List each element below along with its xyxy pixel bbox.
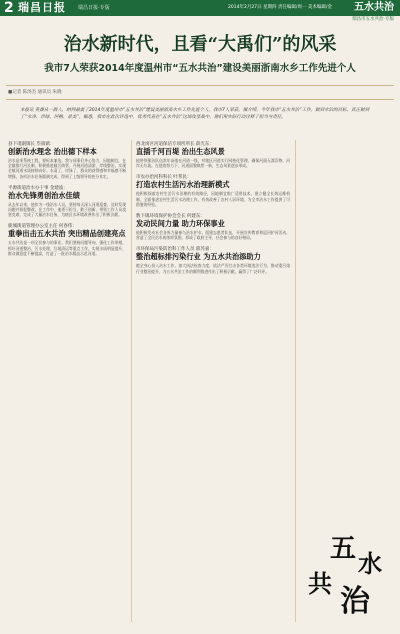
section-label: 瑞昌日报·专版 <box>78 5 110 11</box>
article-body: 治水是项系统工程，要标本兼治。我与同事们齐心协力，因地制宜，在全镇推行河长制，积极推进截污纳管，开展河道清淤、岸线整治，实现全镇河道水质持续向好。水清了，岸绿了，群众的获得感和幸福感不断增强，各项治水任务圆满完成，得到了上级领导的充分肯定。 <box>8 158 126 179</box>
article-title: 直插千河百堤 治出生态风景 <box>136 147 225 156</box>
divider <box>6 99 394 100</box>
column-2 <box>136 140 290 624</box>
article-title: 发动民间力量 助力环保事业 <box>136 219 225 229</box>
article-tag: 平源街道治水办干事 金建波： <box>8 185 68 191</box>
article <box>8 223 126 256</box>
article-title: 整治超标排污染行业 为五水共治添助力 <box>136 252 261 262</box>
column-divider <box>131 140 132 622</box>
seal-char: 治 <box>340 584 370 619</box>
article-title: 打造农村生活污水治理新模式 <box>136 180 230 190</box>
theme-subtitle: 瑞昌市五水共治·专版 <box>352 17 394 22</box>
article-title: 创新治水理念 治出德下样本 <box>8 147 97 156</box>
article-body: 他积极探索农村生活污水治理的有效路径，因地制宜推广适用技术，建立健全长效运维机制，全面推进农村生活污水治理工作，有效改善了农村人居环境，为全市治水工作提供了可借鉴的经验。 <box>136 191 290 207</box>
article-tag: 鹿城街道管理办公室主任 何春伟： <box>8 224 77 230</box>
main-headline: 治水新时代，且看“大禹们”的风采 <box>63 34 337 55</box>
intro-paragraph: 本报讯 英雄从一群人，纳得最震了2014年度温州市“五水共治”建设美丽浙南水乡工作先进个人，我市7人荣获。据介绍，今年我市“五水共治”工作，做到水治的目标，真正做到了“水净、岸绿、河畅、景美”。据悉，我市在此次评选中，优秀代表在“五水共治”这场攻坚战中，他们用实际行动诠释了担当与责任。 <box>20 108 370 120</box>
article <box>8 185 126 218</box>
article-tag: 数下镇环境保护协会会长 何建东： <box>136 214 205 220</box>
article <box>136 174 290 207</box>
article <box>136 213 290 240</box>
article <box>8 141 126 179</box>
page-header <box>0 0 400 16</box>
article-tag: 市农办治河科科长 叶邦民： <box>136 175 192 181</box>
article-tag: 县下诸副镇长 毕镇镇： <box>8 142 55 147</box>
article-body: 她全身心投入治水工作，加大执法检查力度，依法严厉打击各类环境违法行为，推动重污染行业整治提升，为五水共治工作的顺利推进作出了积极贡献，赢得了广泛好评。 <box>136 263 290 274</box>
article-body: 他积极发动社会各界力量参与治水护水，组建志愿者队伍，开展宣传教育和巡河护河活动，营造了全民治水的浓厚氛围，形成了政府主导、社会参与的良好格局。 <box>136 230 290 241</box>
issue-meta: 2014年2月27日 星期四 责任编辑/周一 美术编辑/金 <box>228 5 332 10</box>
seal-char: 五 <box>330 534 357 564</box>
page-number: 2 <box>4 0 14 16</box>
article-title: 治水先锋勇创治水佳绩 <box>8 190 80 200</box>
byline: ■记者 陈汤杰 通讯员 朱晓 <box>8 90 62 95</box>
paper-name: 瑞昌日报 <box>18 1 66 14</box>
article-body: 他带领保洁队伍常年奋战在河道一线，对辖区河道实行网格化管理，确保河面无漂浮物、河岸无垃圾。在他的努力下，河道面貌焕然一新，生态风景逐步形成。 <box>136 158 290 169</box>
sub-headline: 我市7人荣获2014年度温州市“五水共治”建设美丽浙南水乡工作先进个人 <box>44 63 356 74</box>
article-body: 从去年以来，他作为一线治水人员，坚持每天深入河道巡查，及时发现问题并督促整改。在工作中，他勇于担当，敢于创新，带领工作人员攻坚克难，完成了大量治水任务，为辖区水环境改善作出了积极贡献。 <box>8 201 126 218</box>
article-title: 重拳出击五水共治 突出精品创建亮点 <box>8 229 126 239</box>
wushuigongzhi-calligraphy-seal <box>300 528 392 624</box>
article-tag: 市环保局污染防治科工作人员 薛苏嘉： <box>136 247 214 253</box>
theme-title: 五水共治 <box>354 2 394 13</box>
article-tag: 西北岗区河道保洁专项所所长 薛光东： <box>136 142 214 147</box>
article-body: 五水共治是一项全民参与的事业。我们坚持问题导向，强化工作举措，抓好河道整治、污水处理、垃圾清运等重点工作，实现水质明显提升，群众满意度不断提高，打造了一批治水精品示范河道。 <box>8 240 126 256</box>
seal-char: 水 <box>358 549 382 578</box>
article <box>136 141 290 168</box>
column-divider <box>295 140 296 622</box>
seal-char: 共 <box>308 569 332 598</box>
article <box>136 246 290 273</box>
column-1 <box>8 140 126 624</box>
divider <box>6 85 394 86</box>
